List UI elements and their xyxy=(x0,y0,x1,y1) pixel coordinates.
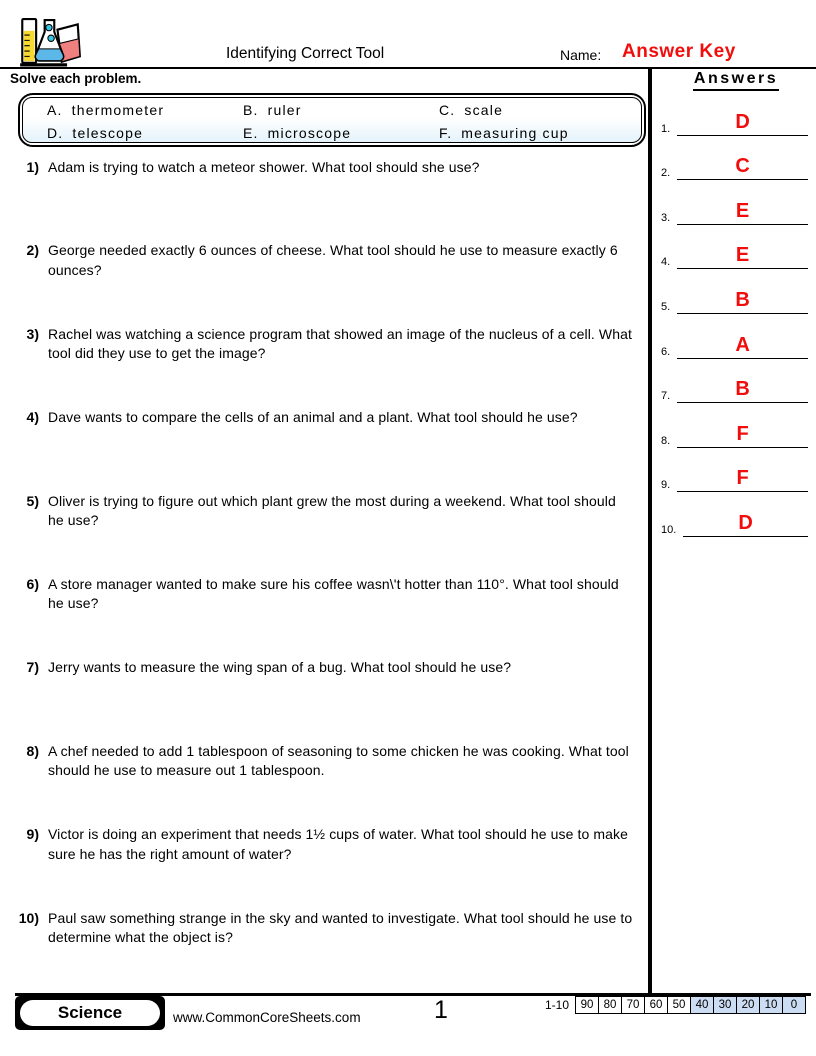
answer-number: 3. xyxy=(661,211,671,224)
question-number: 5) xyxy=(26,492,39,509)
answer-key-label: Answer Key xyxy=(622,41,736,62)
question-item-10 xyxy=(10,909,647,992)
website-url: www.CommonCoreSheets.com xyxy=(173,1010,361,1025)
answer-number: 6. xyxy=(661,345,671,358)
answer-row-4 xyxy=(656,225,816,270)
word-bank-option-a xyxy=(47,102,243,118)
answer-blank-line xyxy=(683,513,808,537)
answer-blank-line xyxy=(677,335,808,359)
answer-letter: D xyxy=(735,110,750,133)
answer-row-2 xyxy=(656,136,816,181)
answer-number: 1. xyxy=(661,122,671,135)
score-cell: 0 xyxy=(782,996,806,1014)
question-text: Jerry wants to measure the wing span of a bug. What tool should he use? xyxy=(48,659,512,676)
answer-letter: A xyxy=(735,333,750,356)
instructions-text: Solve each problem. xyxy=(10,71,142,86)
option-label: thermometer xyxy=(71,102,165,119)
question-text: Victor is doing an experiment that needs 1½ cups of water. What tool should he use to make sure he has the right amount of water? xyxy=(48,826,628,862)
answer-row-7 xyxy=(656,359,816,404)
question-item-9 xyxy=(10,825,647,908)
answer-number: 10. xyxy=(661,523,677,536)
answer-blank-line xyxy=(677,424,808,448)
question-text: A store manager wanted to make sure his coffee wasn\'t hotter than 110°. What tool should he use? xyxy=(48,575,619,612)
score-table xyxy=(545,996,806,1014)
question-item-8 xyxy=(10,742,647,825)
answer-row-1 xyxy=(656,91,816,136)
score-range-label: 1-10 xyxy=(544,998,569,1012)
answer-blank-line xyxy=(677,156,808,180)
page-title: Identifying Correct Tool xyxy=(226,45,385,62)
answers-panel xyxy=(656,70,816,537)
answer-letter: E xyxy=(735,244,750,267)
question-number: 1) xyxy=(26,159,39,175)
question-number: 6) xyxy=(26,575,39,592)
question-item-3 xyxy=(10,325,647,408)
answer-number: 8. xyxy=(661,434,671,447)
question-number: 3) xyxy=(26,325,39,342)
score-cell: 40 xyxy=(690,996,714,1014)
word-bank-list xyxy=(22,97,642,143)
question-item-7 xyxy=(10,658,647,741)
answer-letter: C xyxy=(735,155,750,178)
question-text: Dave wants to compare the cells of an animal and a plant. What tool should he use? xyxy=(48,409,578,426)
question-item-6 xyxy=(10,575,647,658)
question-text: Adam is trying to watch a meteor shower. What tool should she use? xyxy=(48,159,480,175)
answer-number: 4. xyxy=(661,256,671,269)
option-letter: D. xyxy=(47,124,64,141)
score-cell: 80 xyxy=(598,996,622,1014)
word-bank-box xyxy=(18,93,646,147)
answer-row-10 xyxy=(656,492,816,537)
option-letter: B. xyxy=(243,102,259,119)
question-item-5 xyxy=(10,492,647,575)
science-lab-icon xyxy=(18,15,82,70)
question-number: 7) xyxy=(26,659,39,676)
answer-number: 5. xyxy=(661,300,671,313)
question-text: A chef needed to add 1 tablespoon of seasoning to some chicken he was cooking. What tool should he use to measure out 1 tablespoon. xyxy=(48,742,629,779)
answers-column-divider xyxy=(648,69,652,993)
score-cell: 30 xyxy=(713,996,737,1014)
answer-blank-line xyxy=(677,379,808,403)
answer-blank-line xyxy=(677,290,808,314)
word-bank-option-b xyxy=(243,102,439,118)
answer-row-3 xyxy=(656,180,816,225)
score-cell: 70 xyxy=(621,996,645,1014)
option-label: ruler xyxy=(267,102,302,119)
answer-blank-line xyxy=(677,201,808,225)
question-item-4 xyxy=(10,408,647,491)
subject-label: Science xyxy=(20,1000,160,1026)
header-divider xyxy=(0,67,816,69)
answer-number: 9. xyxy=(661,479,671,492)
answer-blank-line xyxy=(677,112,808,136)
answer-row-5 xyxy=(656,269,816,314)
option-letter: C. xyxy=(439,102,456,119)
answer-letter: D xyxy=(738,511,753,534)
answer-letter: F xyxy=(736,467,749,490)
question-text: George needed exactly 6 ounces of cheese. What tool should he use to measure exactly 6 ounces? xyxy=(48,242,618,278)
answers-list xyxy=(656,91,816,537)
subject-badge xyxy=(15,996,165,1030)
question-number: 10) xyxy=(18,909,39,926)
option-label: scale xyxy=(464,102,504,119)
word-bank-option-e xyxy=(243,125,439,141)
question-text: Paul saw something strange in the sky and wanted to investigate. What tool should he use to determine what the object is? xyxy=(48,909,633,946)
score-cell: 60 xyxy=(644,996,668,1014)
question-item-2 xyxy=(10,241,647,324)
answer-row-8 xyxy=(656,403,816,448)
question-number: 4) xyxy=(26,409,39,426)
question-number: 8) xyxy=(26,742,39,759)
answers-title: Answers xyxy=(693,70,779,91)
word-bank-option-d xyxy=(47,125,243,141)
answer-letter: E xyxy=(735,199,750,222)
question-item-1 xyxy=(10,158,647,241)
answer-blank-line xyxy=(677,245,808,269)
word-bank-option-c xyxy=(439,102,641,118)
option-letter: F. xyxy=(439,124,453,141)
option-letter: E. xyxy=(243,124,259,141)
question-text: Oliver is trying to figure out which plant grew the most during a weekend. What tool should he use? xyxy=(48,492,616,529)
option-label: measuring cup xyxy=(461,124,569,141)
answer-row-6 xyxy=(656,314,816,359)
option-label: microscope xyxy=(267,124,352,141)
answer-blank-line xyxy=(677,468,808,492)
answer-letter: B xyxy=(735,288,750,311)
score-cell: 10 xyxy=(759,996,783,1014)
option-label: telescope xyxy=(72,124,144,141)
answer-row-9 xyxy=(656,448,816,493)
answer-number: 2. xyxy=(661,167,671,180)
question-number: 2) xyxy=(26,242,39,259)
question-number: 9) xyxy=(26,826,39,843)
answer-letter: B xyxy=(735,378,750,401)
questions-list xyxy=(10,158,647,992)
answer-letter: F xyxy=(736,422,749,445)
page-number: 1 xyxy=(434,996,448,1024)
option-letter: A. xyxy=(47,102,63,119)
score-cell: 20 xyxy=(736,996,760,1014)
answer-number: 7. xyxy=(661,390,671,403)
question-text: Rachel was watching a science program that showed an image of the nucleus of a cell. What tool did they use to get the image? xyxy=(48,325,632,362)
score-cell: 90 xyxy=(575,996,599,1014)
name-label: Name: xyxy=(560,47,602,63)
score-cell: 50 xyxy=(667,996,691,1014)
word-bank-option-f xyxy=(439,125,641,141)
